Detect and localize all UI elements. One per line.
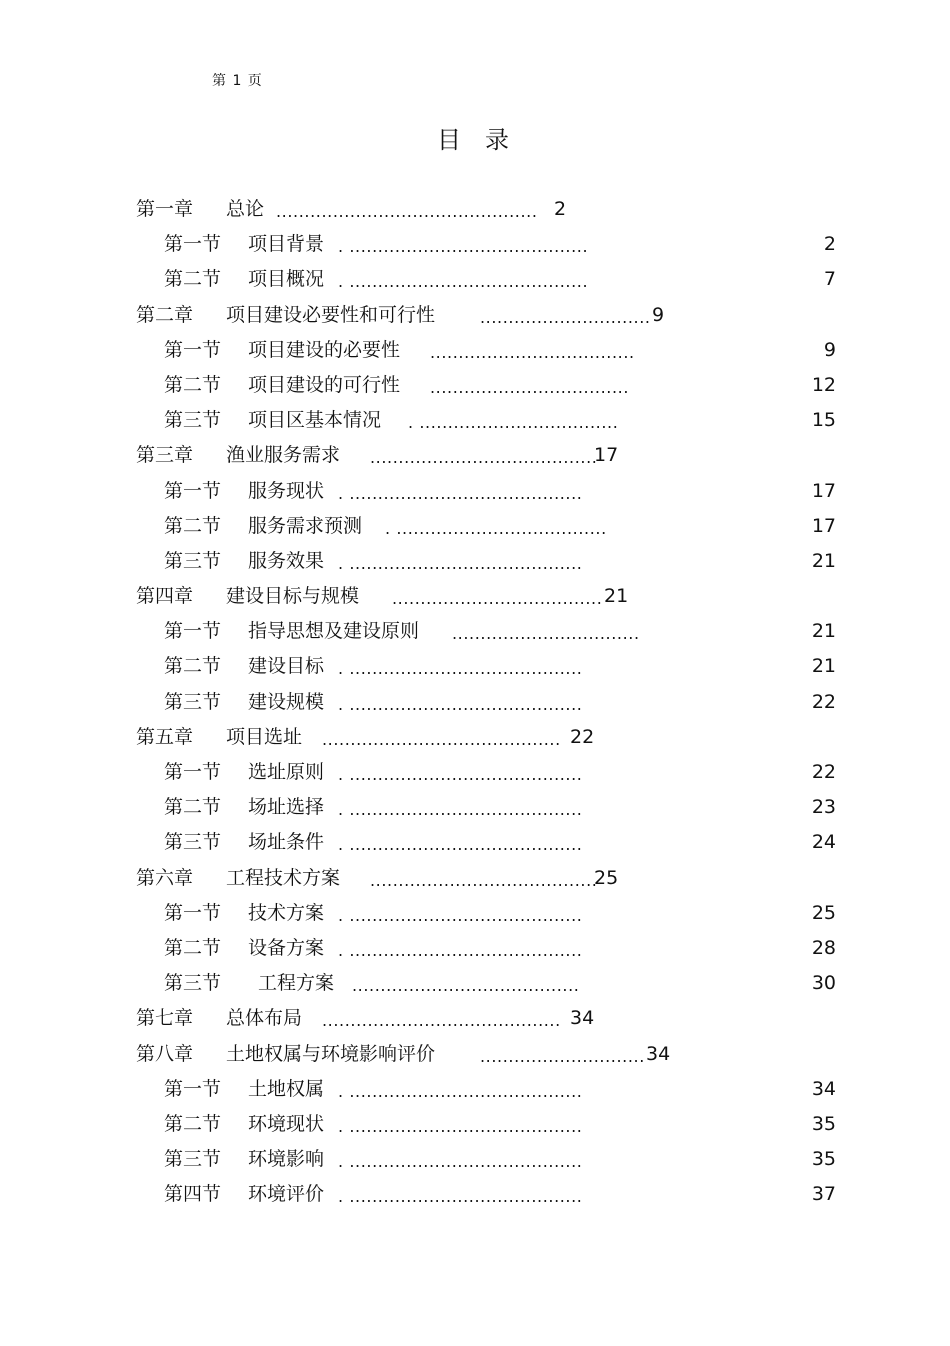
toc-page-number: 22 (811, 690, 836, 713)
toc-page-number: 22 (570, 725, 595, 748)
toc-entry-number: 第三节 (164, 1148, 222, 1171)
toc-dot-leader: . ......................................... (338, 1152, 583, 1172)
toc-dot-leader: . ......................................... (338, 905, 583, 925)
toc-dot-leader: .......................................... (322, 729, 561, 749)
toc-entry-title: 服务现状 (248, 479, 325, 502)
toc-entry-number: 第一节 (164, 620, 222, 643)
toc-dot-leader: . ......................................... (338, 694, 583, 714)
toc-page-number: 17 (594, 444, 619, 467)
toc-title: 目录 (437, 126, 533, 154)
toc-entry-title: 项目建设的必要性 (248, 338, 401, 361)
toc-entry-title: 项目概况 (248, 268, 325, 291)
toc-entry-title: 土地权属与环境影响评价 (226, 1042, 436, 1065)
toc-entry-number: 第二节 (164, 514, 222, 537)
toc-page-number: 21 (604, 585, 629, 608)
toc-chapter-row (0, 861, 950, 896)
toc-section-row (0, 614, 950, 649)
toc-dot-leader: .................................... (430, 342, 635, 362)
toc-entry-title: 场址条件 (248, 831, 325, 854)
toc-page-number: 35 (811, 1112, 836, 1135)
toc-entry-number: 第八章 (136, 1042, 194, 1065)
toc-entry-title: 建设目标 (248, 655, 325, 678)
toc-section-row (0, 685, 950, 720)
toc-entry-title: 环境评价 (248, 1183, 325, 1206)
toc-section-row (0, 1107, 950, 1142)
toc-entry-number: 第二节 (164, 268, 222, 291)
toc-entry-number: 第二章 (136, 303, 194, 326)
toc-entry-number: 第三节 (164, 549, 222, 572)
toc-page-number: 25 (594, 866, 619, 889)
toc-entry-number: 第二节 (164, 655, 222, 678)
toc-dot-leader: . ......................................... (338, 1116, 583, 1136)
toc-page-number: 12 (811, 373, 836, 396)
toc-entry-number: 第一节 (164, 761, 222, 783)
toc-section-row (0, 966, 950, 1001)
toc-dot-leader: . ......................................... (338, 835, 583, 855)
toc-chapter-row (0, 1001, 950, 1036)
toc-dot-leader: .............................................. (276, 202, 538, 221)
toc-entry-number: 第四节 (164, 1183, 222, 1206)
toc-entry-title: 总论 (226, 198, 265, 220)
toc-page-number: 28 (811, 936, 836, 959)
toc-list (0, 192, 950, 1212)
toc-entry-number: 第三节 (164, 831, 222, 854)
toc-dot-leader: . ......................................... (338, 1081, 583, 1101)
toc-entry-title: 设备方案 (248, 936, 325, 959)
toc-entry-title: 项目背景 (248, 233, 325, 256)
toc-entry-number: 第一节 (164, 233, 222, 256)
toc-section-row (0, 333, 950, 368)
toc-chapter-row (0, 192, 950, 227)
toc-entry-number: 第三章 (136, 444, 194, 467)
toc-page-number: 24 (811, 831, 836, 854)
toc-entry-number: 第二节 (164, 1112, 222, 1135)
toc-entry-number: 第二节 (164, 936, 222, 959)
toc-entry-title: 建设目标与规模 (226, 585, 360, 608)
toc-dot-leader: . .......................................... (338, 237, 589, 257)
toc-entry-number: 第二节 (164, 373, 222, 396)
toc-entry-number: 第六章 (136, 866, 194, 889)
toc-section-row (0, 544, 950, 579)
toc-entry-number: 第四章 (136, 585, 194, 608)
toc-entry-title: 技术方案 (248, 901, 325, 924)
toc-dot-leader: . ..................................... (385, 518, 607, 538)
toc-section-row (0, 649, 950, 684)
toc-section-row (0, 755, 950, 790)
toc-entry-number: 第二节 (164, 796, 222, 819)
toc-entry-title: 总体布局 (226, 1007, 303, 1030)
toc-section-row (0, 1142, 950, 1177)
toc-dot-leader: .............................. (480, 307, 651, 327)
toc-page-number: 15 (811, 409, 836, 432)
toc-entry-number: 第一节 (164, 1077, 222, 1100)
toc-section-row (0, 368, 950, 403)
toc-section-row (0, 262, 950, 297)
toc-page-number: 34 (811, 1077, 836, 1100)
toc-page-number: 25 (811, 901, 836, 924)
toc-entry-title: 项目建设必要性和可行性 (226, 303, 436, 326)
toc-dot-leader: . ......................................... (338, 553, 583, 573)
toc-entry-number: 第一章 (136, 198, 194, 220)
toc-dot-leader: ........................................ (352, 976, 580, 996)
toc-entry-title: 土地权属 (248, 1077, 325, 1100)
toc-entry-title: 工程方案 (258, 972, 335, 995)
toc-page-number: 2 (554, 198, 567, 220)
toc-section-row (0, 227, 950, 262)
toc-chapter-row (0, 720, 950, 755)
toc-entry-number: 第三节 (164, 690, 222, 713)
toc-dot-leader: ........................................ (370, 870, 598, 890)
toc-entry-number: 第一节 (164, 338, 222, 361)
toc-entry-title: 环境现状 (248, 1112, 325, 1135)
toc-page-number: 23 (811, 796, 836, 819)
toc-dot-leader: . ......................................... (338, 659, 583, 679)
toc-page-number: 35 (811, 1148, 836, 1171)
toc-entry-title: 建设规模 (248, 690, 325, 713)
toc-section-row (0, 1177, 950, 1212)
toc-dot-leader: ..................................... (392, 589, 603, 609)
toc-page-number: 30 (811, 972, 836, 995)
toc-entry-number: 第一节 (164, 901, 222, 924)
toc-dot-leader: . ......................................... (338, 940, 583, 960)
toc-entry-title: 服务需求预测 (248, 514, 363, 537)
toc-page-number: 34 (646, 1042, 671, 1065)
toc-chapter-row (0, 579, 950, 614)
toc-entry-title: 服务效果 (248, 549, 325, 572)
toc-entry-title: 选址原则 (248, 761, 325, 783)
toc-dot-leader: . ......................................... (338, 765, 583, 784)
toc-dot-leader: . .......................................... (338, 272, 589, 292)
toc-page-number: 17 (811, 479, 836, 502)
toc-entry-title: 项目选址 (226, 725, 303, 748)
toc-page-number: 17 (811, 514, 836, 537)
toc-entry-number: 第一节 (164, 479, 222, 502)
toc-page-number: 22 (811, 761, 836, 783)
toc-section-row (0, 403, 950, 438)
toc-dot-leader: ............................. (480, 1046, 645, 1066)
toc-dot-leader: .......................................... (322, 1011, 561, 1031)
toc-page-number: 34 (570, 1007, 595, 1030)
toc-dot-leader: . ................................... (408, 413, 619, 433)
toc-page-number: 7 (823, 268, 836, 291)
toc-entry-number: 第三节 (164, 972, 222, 995)
toc-entry-title: 项目区基本情况 (248, 409, 382, 432)
toc-section-row (0, 1072, 950, 1107)
toc-section-row (0, 509, 950, 544)
toc-chapter-row (0, 1037, 950, 1072)
toc-page-number: 37 (811, 1183, 836, 1206)
toc-entry-number: 第五章 (136, 725, 194, 748)
toc-chapter-row (0, 298, 950, 333)
toc-entry-number: 第七章 (136, 1007, 194, 1030)
toc-dot-leader: . ......................................... (338, 1187, 583, 1207)
toc-dot-leader: . ......................................... (338, 800, 583, 820)
toc-entry-title: 指导思想及建设原则 (248, 620, 420, 643)
toc-entry-title: 环境影响 (248, 1148, 325, 1171)
page-number-label: 第 1 页 (212, 73, 263, 89)
toc-entry-title: 场址选择 (248, 796, 325, 819)
toc-entry-number: 第三节 (164, 409, 222, 432)
toc-page-number: 9 (823, 338, 836, 361)
toc-page-number: 21 (811, 620, 836, 643)
toc-entry-title: 渔业服务需求 (226, 444, 341, 467)
toc-dot-leader: . ......................................... (338, 483, 583, 503)
toc-section-row (0, 790, 950, 825)
toc-chapter-row (0, 438, 950, 473)
toc-entry-title: 工程技术方案 (226, 866, 341, 889)
toc-section-row (0, 825, 950, 860)
toc-entry-title: 项目建设的可行性 (248, 373, 401, 396)
toc-section-row (0, 931, 950, 966)
toc-page-number: 21 (811, 549, 836, 572)
toc-page-number: 2 (823, 233, 836, 256)
toc-dot-leader: ........................................ (370, 448, 598, 468)
toc-section-row (0, 474, 950, 509)
toc-page-number: 21 (811, 655, 836, 678)
toc-page-number: 9 (652, 303, 665, 326)
toc-dot-leader: ................................... (430, 377, 630, 397)
toc-dot-leader: ................................. (452, 624, 640, 644)
toc-section-row (0, 896, 950, 931)
